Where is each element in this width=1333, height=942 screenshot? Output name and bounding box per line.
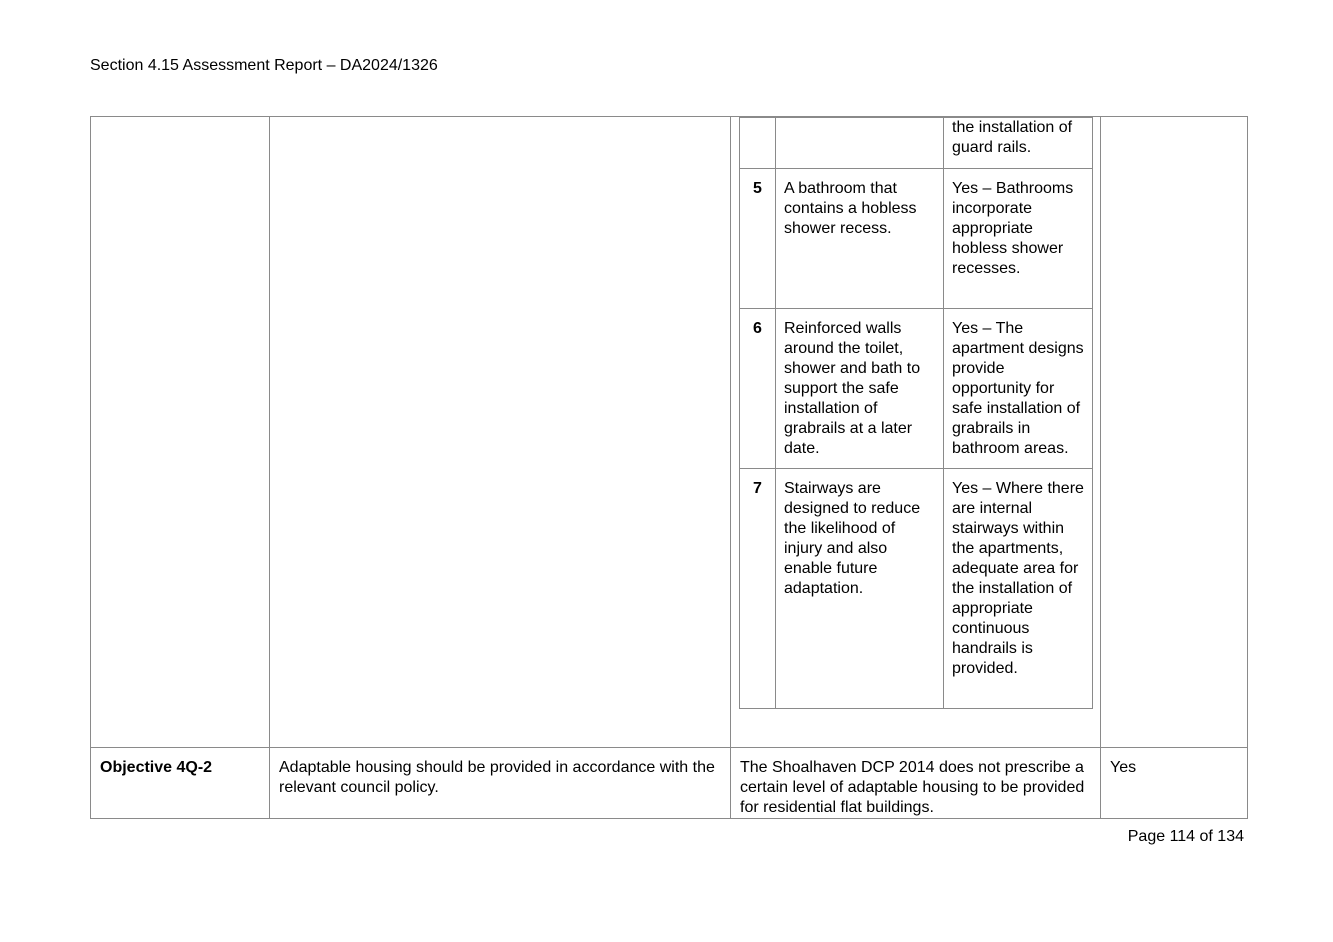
feature-criterion: A bathroom that contains a hobless shower recess. (776, 169, 944, 309)
document-header-title: Section 4.15 Assessment Report – DA2024/1326 (90, 57, 438, 74)
feature-compliance: Yes – Where there are internal stairways within the apartments, adequate area for the installation of appropriate continuous handrails is provided. (944, 469, 1093, 709)
feature-criterion: Reinforced walls around the toilet, shower and bath to support the safe installation of grabrails at a later date. (776, 309, 944, 469)
comment-text: The Shoalhaven DCP 2014 does not prescribe a certain level of adaptable housing to be provided for residential flat buildings. (740, 759, 1085, 816)
feature-row (740, 469, 1093, 709)
control-cell (270, 748, 731, 819)
complies-cell (1101, 748, 1248, 819)
page-number: Page 114 of 134 (1127, 828, 1244, 845)
feature-row (740, 169, 1093, 309)
objective-row (91, 748, 1248, 819)
objective-label: Objective 4Q-2 (100, 759, 213, 776)
complies-text: Yes (1110, 759, 1137, 776)
objective-cell (91, 748, 270, 819)
complies-cell-empty (1101, 117, 1248, 748)
feature-compliance: Yes – The apartment designs provide opportunity for safe installation of grabrails in bathroom areas. (944, 309, 1093, 469)
feature-row (740, 118, 1093, 169)
feature-number: 7 (740, 469, 776, 709)
control-cell-empty (270, 117, 731, 748)
continued-row (91, 117, 1248, 748)
control-text: Adaptable housing should be provided in accordance with the relevant council policy. (279, 759, 715, 796)
feature-criterion: Stairways are designed to reduce the likelihood of injury and also enable future adaptation. (776, 469, 944, 709)
feature-criterion (776, 118, 944, 169)
feature-compliance: the installation of guard rails. (944, 118, 1093, 169)
feature-number: 6 (740, 309, 776, 469)
feature-row (740, 309, 1093, 469)
comment-cell (731, 748, 1101, 819)
comment-cell (731, 117, 1101, 748)
assessment-table (90, 116, 1248, 819)
feature-number: 5 (740, 169, 776, 309)
feature-compliance: Yes – Bathrooms incorporate appropriate hobless shower recesses. (944, 169, 1093, 309)
objective-cell-empty (91, 117, 270, 748)
feature-number (740, 118, 776, 169)
adaptable-features-table (739, 117, 1093, 709)
